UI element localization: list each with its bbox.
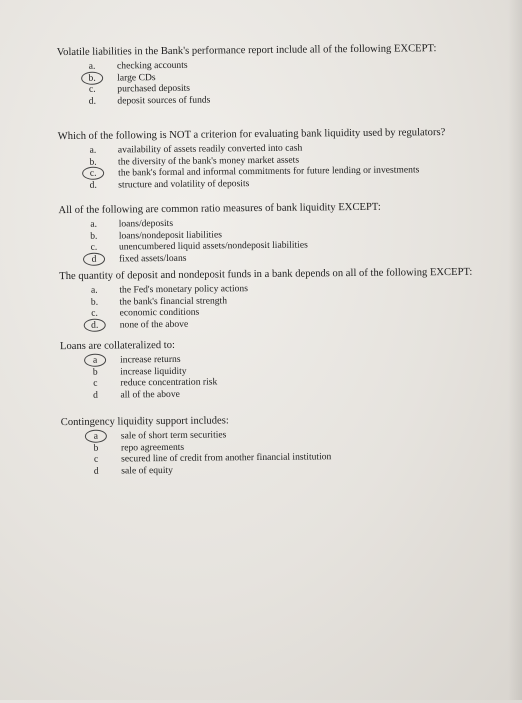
option-letter: d. — [88, 95, 97, 107]
question-2-options — [58, 140, 508, 191]
question-3-options — [59, 214, 509, 265]
option-letter: a. — [90, 284, 98, 296]
option-text: increase liquidity — [120, 365, 187, 377]
option-text: secured line of credit from another financial institution — [121, 451, 332, 465]
option-text: none of the above — [119, 318, 189, 330]
option-letter: c — [93, 377, 98, 389]
question-6-options — [61, 426, 511, 477]
question-4-options — [59, 280, 509, 331]
question-1-options — [57, 56, 507, 107]
option-text: the bank's financial strength — [119, 294, 228, 307]
option-letter: b. — [90, 296, 99, 308]
option-text: reduce concentration risk — [120, 376, 218, 389]
option-letter: d. — [89, 179, 97, 191]
option-text: loans/deposits — [118, 217, 174, 230]
option-letter: c — [93, 453, 99, 465]
option-letter: d. — [91, 319, 99, 331]
question-5-options — [60, 350, 510, 401]
circled-answer-mark — [83, 252, 105, 265]
option-letter: c. — [89, 167, 97, 179]
option-letter: b — [92, 366, 98, 378]
question-5-stem: Loans are collateralized to: — [59, 339, 176, 353]
option-text: the bank's formal and informal commitments for future lending or investments — [118, 164, 420, 179]
option-letter: b. — [90, 230, 98, 242]
option-letter: a. — [90, 218, 98, 230]
option-letter: d — [93, 465, 99, 477]
option-letter: b. — [89, 156, 97, 168]
option-text: checking accounts — [116, 59, 188, 72]
circled-answer-mark — [82, 167, 104, 180]
option-letter: b — [93, 442, 99, 454]
option-text: sale of equity — [121, 464, 173, 476]
option-text: all of the above — [120, 388, 180, 400]
question-3-stem: All of the following are common ratio measures of bank liquidity EXCEPT: — [58, 201, 381, 217]
option-letter: c. — [90, 241, 98, 253]
question-1-stem: Volatile liabilities in the Bank's performance report include all of the following EXCEPT: — [56, 43, 437, 59]
option-text: sale of short term securities — [120, 429, 227, 442]
option-text: loans/nondeposit liabilities — [118, 228, 222, 241]
circled-answer-mark — [84, 318, 106, 331]
option-letter: c. — [91, 307, 98, 319]
option-letter: a — [93, 430, 99, 442]
option-text: deposit sources of funds — [117, 94, 211, 106]
option-text: the diversity of the bank's money market assets — [117, 154, 300, 167]
question-2-stem: Which of the following is NOT a criterion for evaluating bank liquidity used by regulators? — [57, 127, 446, 143]
option-letter: b. — [88, 72, 96, 84]
option-letter: d — [92, 389, 98, 401]
option-letter: a. — [88, 60, 96, 72]
option-text: repo agreements — [120, 441, 185, 453]
option-text: increase returns — [120, 353, 181, 366]
option-text: unencumbered liquid assets/nondeposit liabilities — [118, 239, 308, 253]
option-text: structure and volatility of deposits — [118, 177, 250, 190]
option-letter: d — [91, 253, 97, 265]
question-4-stem: The quantity of deposit and nondeposit funds in a bank depends on all of the following EXCEPT: — [59, 266, 473, 283]
question-6-stem: Contingency liquidity support includes: — [60, 415, 229, 429]
question-4 — [59, 265, 510, 331]
option-letter: a. — [89, 144, 97, 156]
question-1 — [57, 41, 508, 107]
option-text: fixed assets/loans — [118, 252, 187, 264]
circled-answer-mark — [81, 71, 103, 84]
circled-answer-mark — [84, 354, 106, 367]
option-text: economic conditions — [119, 306, 200, 319]
option-letter: a — [92, 354, 98, 366]
option-letter: c. — [88, 83, 96, 95]
question-2 — [58, 125, 509, 191]
option-text: availability of assets readily converted into cash — [117, 142, 303, 156]
option-text: large CDs — [117, 71, 156, 83]
question-6 — [61, 411, 512, 477]
question-3 — [58, 199, 509, 265]
circled-answer-mark — [85, 430, 107, 443]
option-text: purchased deposits — [117, 82, 191, 95]
option-text: the Fed's monetary policy actions — [119, 283, 248, 296]
question-5 — [60, 335, 511, 401]
